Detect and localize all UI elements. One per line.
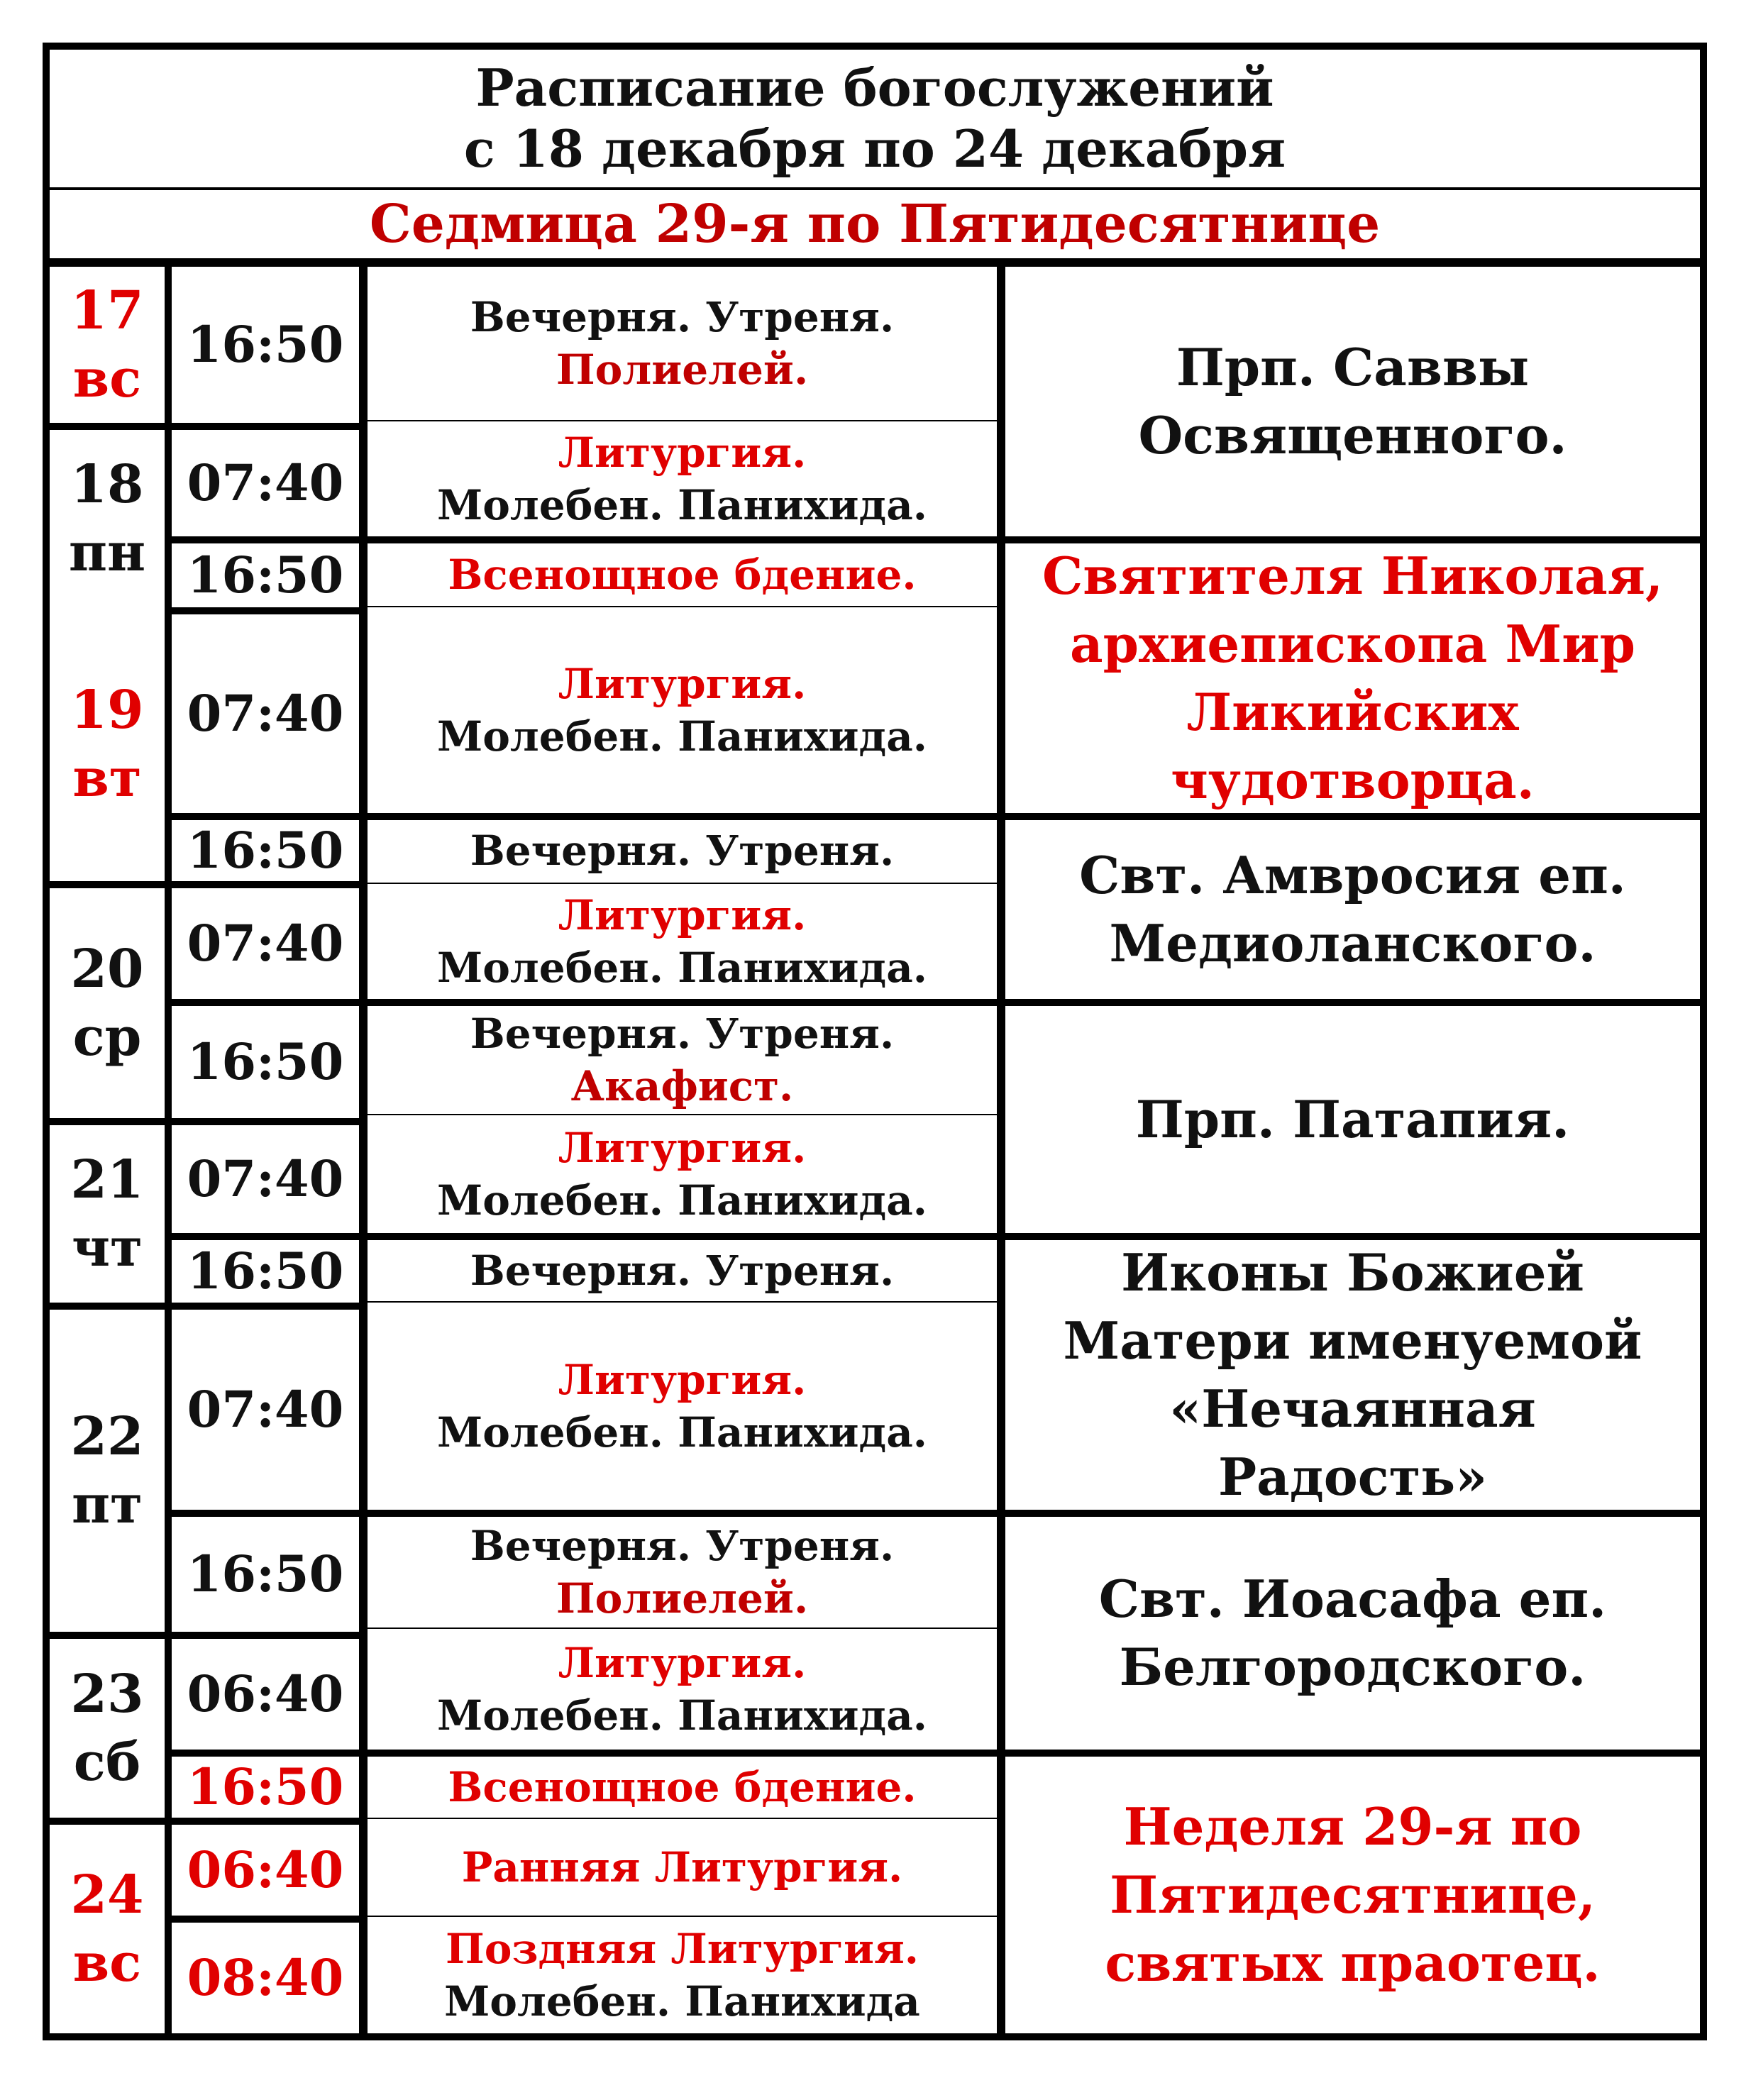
week-divider <box>50 258 1700 267</box>
day-of-week: чт <box>71 1217 143 1278</box>
service-time: 07:40 <box>187 453 344 512</box>
feast-line: Пятидесятнице, <box>1110 1864 1596 1925</box>
time-cell <box>172 820 359 881</box>
day-cell-19 <box>50 607 165 881</box>
feast-divider <box>1005 813 1700 820</box>
service-time: 16:50 <box>187 821 344 880</box>
feast-line: Свт. Иоасафа еп. <box>1098 1569 1607 1629</box>
feast-line: Белгородского. <box>1119 1637 1586 1697</box>
day-of-week: пт <box>71 1474 143 1535</box>
feast-line: святых праотец. <box>1105 1933 1601 1993</box>
time-divider <box>172 1750 359 1757</box>
time-divider <box>172 1233 359 1240</box>
day-number: 23 <box>70 1664 144 1725</box>
feast-divider <box>1005 999 1700 1006</box>
service-cell <box>368 267 997 420</box>
day-of-week: вс <box>72 1933 142 1994</box>
feast-line: Свт. Амвросия еп. <box>1079 845 1626 905</box>
service-line-2: Молебен. Панихида. <box>437 1176 927 1225</box>
day-cell-23 <box>50 1639 165 1818</box>
day-of-week: вс <box>72 348 142 409</box>
service-cell <box>368 543 997 606</box>
title-line-2: с 18 декабря по 24 декабря <box>463 118 1286 179</box>
time-divider <box>172 1916 359 1923</box>
service-line-1: Вечерня. Утреня. <box>470 827 895 875</box>
feast-cell <box>1005 267 1700 536</box>
service-line-2: Молебен. Панихида <box>444 1977 920 2026</box>
service-cell <box>368 607 997 813</box>
service-line-2: Полиелей. <box>556 346 809 394</box>
feast-divider <box>1005 1750 1700 1757</box>
time-cell <box>172 614 359 813</box>
feast-line: «Нечаянная <box>1169 1378 1536 1439</box>
service-line-1: Вечерня. Утреня. <box>470 293 895 341</box>
feast-cell <box>1005 543 1700 813</box>
day-number: 20 <box>70 939 144 1000</box>
service-divider <box>368 1233 997 1240</box>
feast-divider <box>1005 1510 1700 1517</box>
service-cell <box>368 884 997 999</box>
day-divider <box>50 1303 165 1310</box>
time-divider <box>172 999 359 1006</box>
service-line-1: Поздняя Литургия. <box>446 1925 919 1973</box>
feast-cell <box>1005 1006 1700 1233</box>
service-time: 07:40 <box>187 1149 344 1208</box>
service-divider <box>368 813 997 820</box>
service-line-2: Молебен. Панихида. <box>437 944 927 992</box>
service-time: 08:40 <box>187 1948 344 2007</box>
time-cell <box>172 1923 359 2033</box>
service-line-2: Молебен. Панихида. <box>437 712 927 761</box>
day-cell-20 <box>50 888 165 1118</box>
service-divider <box>368 1510 997 1517</box>
col-divider-day <box>165 267 172 2033</box>
time-cell <box>172 888 359 999</box>
feast-line: Матери именуемой <box>1063 1310 1642 1371</box>
time-cell <box>172 1757 359 1818</box>
service-time: 07:40 <box>187 914 344 973</box>
feast-line: архиепископа Мир <box>1070 614 1635 674</box>
time-cell <box>172 1240 359 1303</box>
time-divider <box>172 1118 359 1125</box>
service-cell <box>368 1115 997 1233</box>
title-line-1: Расписание богослужений <box>475 57 1274 118</box>
feast-line: Иконы Божией <box>1121 1242 1584 1303</box>
service-time: 16:50 <box>187 1032 344 1091</box>
service-line-1: Всенощное бдение. <box>448 1763 917 1811</box>
service-time: 16:50 <box>187 1757 344 1816</box>
service-cell <box>368 1006 997 1114</box>
feast-line: Прп. Патапия. <box>1135 1089 1570 1149</box>
feast-line: Радость» <box>1217 1447 1488 1507</box>
schedule-title <box>50 51 1700 186</box>
feast-cell <box>1005 1240 1700 1510</box>
time-divider <box>172 813 359 820</box>
time-divider <box>172 1818 359 1825</box>
service-line-1: Литургия. <box>558 660 807 708</box>
day-of-week: вт <box>72 748 142 809</box>
day-number: 21 <box>70 1149 144 1210</box>
feast-cell <box>1005 1517 1700 1750</box>
day-cell-22 <box>50 1310 165 1632</box>
service-line-1: Вечерня. Утреня. <box>470 1522 895 1570</box>
service-line-1: Литургия. <box>558 1124 807 1172</box>
day-number: 22 <box>70 1406 144 1467</box>
feast-cell <box>1005 820 1700 999</box>
service-line-1: Литургия. <box>558 1356 807 1404</box>
day-of-week: пн <box>68 522 146 583</box>
service-divider <box>368 536 997 543</box>
service-time: 16:50 <box>187 1544 344 1603</box>
service-cell <box>368 421 997 536</box>
time-cell <box>172 1125 359 1233</box>
service-line-1: Вечерня. Утреня. <box>470 1247 895 1295</box>
day-divider <box>50 423 165 430</box>
service-line-1: Литургия. <box>558 429 807 477</box>
time-divider <box>172 536 359 543</box>
service-line-2: Акафист. <box>570 1062 794 1110</box>
service-cell <box>368 1629 997 1750</box>
service-cell <box>368 1240 997 1301</box>
time-cell <box>172 1517 359 1632</box>
day-cell-24 <box>50 1825 165 2033</box>
service-line-2: Полиелей. <box>556 1574 809 1623</box>
service-time: 06:40 <box>187 1840 344 1899</box>
service-line-2: Молебен. Панихида. <box>437 1408 927 1457</box>
service-line-2: Молебен. Панихида. <box>437 1691 927 1740</box>
feast-line: Неделя 29-я по <box>1123 1796 1582 1857</box>
time-divider <box>172 881 359 888</box>
service-time: 07:40 <box>187 1380 344 1439</box>
time-cell <box>172 1825 359 1916</box>
service-cell <box>368 1757 997 1818</box>
day-cell-17 <box>50 267 165 423</box>
header-divider <box>50 187 1700 190</box>
feast-line: Освященного. <box>1138 405 1567 465</box>
week-label: Седмица 29-я по Пятидесятнице <box>369 194 1381 255</box>
service-divider <box>368 999 997 1006</box>
service-time: 16:50 <box>187 546 344 604</box>
service-cell <box>368 820 997 881</box>
day-divider <box>50 881 165 888</box>
service-cell <box>368 1303 997 1510</box>
day-divider <box>50 1118 165 1125</box>
day-of-week: сб <box>73 1732 141 1793</box>
day-of-week: ср <box>72 1007 142 1068</box>
feast-line: Прп. Саввы <box>1176 337 1530 397</box>
time-cell <box>172 543 359 607</box>
time-cell <box>172 267 359 423</box>
day-divider <box>50 1818 165 1825</box>
time-cell <box>172 1639 359 1750</box>
day-number: 24 <box>70 1864 144 1925</box>
day-number: 18 <box>70 454 144 515</box>
service-divider <box>368 1750 997 1757</box>
feast-line: Ликийских <box>1186 682 1519 742</box>
col-divider-service <box>997 267 1005 2033</box>
service-line-1: Литургия. <box>558 1639 807 1687</box>
service-cell <box>368 1517 997 1628</box>
time-cell <box>172 430 359 536</box>
day-cell-21 <box>50 1125 165 1303</box>
day-number: 19 <box>70 680 144 741</box>
service-line-1: Литургия. <box>558 891 807 939</box>
service-time: 16:50 <box>187 315 344 374</box>
service-line-1: Всенощное бдение. <box>448 551 917 599</box>
service-time: 06:40 <box>187 1664 344 1723</box>
col-divider-time <box>359 267 368 2033</box>
week-title <box>50 192 1700 257</box>
feast-line: Святителя Николая, <box>1042 546 1664 606</box>
feast-cell <box>1005 1757 1700 2033</box>
service-cell <box>368 1917 997 2033</box>
time-divider <box>172 1303 359 1310</box>
time-divider <box>172 1510 359 1517</box>
feast-line: чудотворца. <box>1171 750 1535 810</box>
time-divider <box>172 1632 359 1639</box>
time-cell <box>172 1310 359 1510</box>
time-cell <box>172 1006 359 1118</box>
day-number: 17 <box>70 280 144 341</box>
service-cell <box>368 1819 997 1916</box>
service-line-1: Ранняя Литургия. <box>461 1843 903 1891</box>
day-divider <box>50 1632 165 1639</box>
feast-line: Медиоланского. <box>1109 913 1596 973</box>
day-cell-18 <box>50 430 165 607</box>
time-divider <box>172 423 359 430</box>
service-time: 07:40 <box>187 684 344 743</box>
time-divider <box>172 607 359 614</box>
service-line-1: Вечерня. Утреня. <box>470 1010 895 1058</box>
service-line-2: Молебен. Панихида. <box>437 481 927 529</box>
service-time: 16:50 <box>187 1242 344 1300</box>
